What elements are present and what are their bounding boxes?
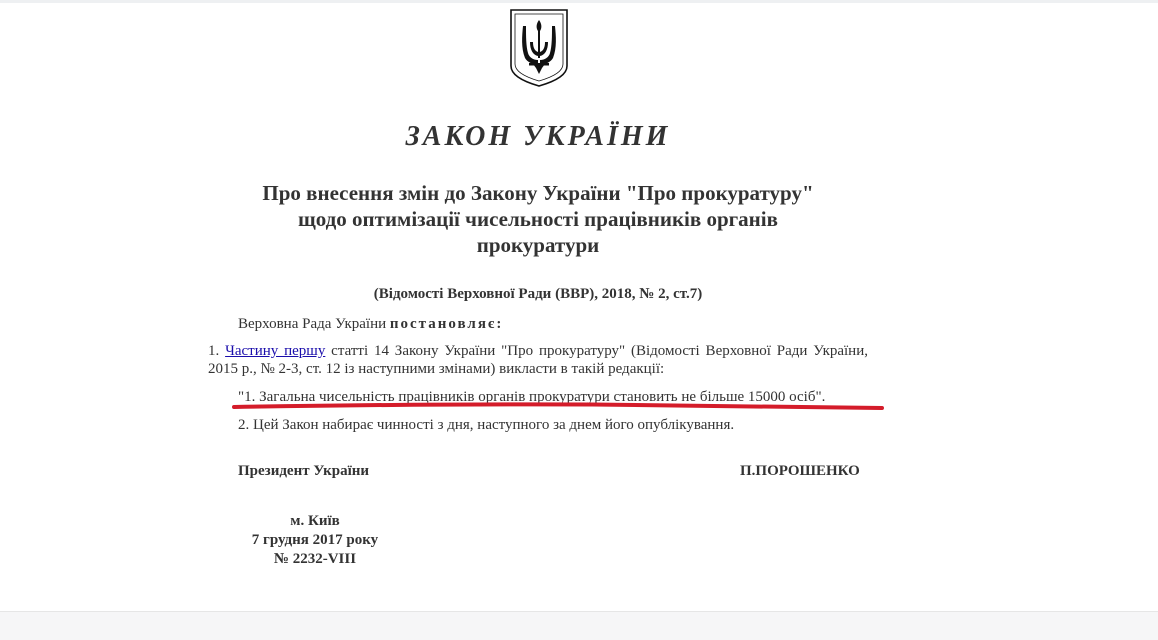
ukraine-trident-emblem-icon xyxy=(509,8,569,88)
item-1-number: 1. xyxy=(208,343,226,359)
decree-paragraph xyxy=(238,315,503,333)
law-number: № 2232-VIII xyxy=(273,551,357,567)
item-1-text: статті 14 Закону України "Про прокуратуру" (Відомості Верховної Ради України, 2015 р., № 2-3, ст. 12 із наступними змінами) викласти в такій редакції: xyxy=(208,343,868,377)
law-subtitle xyxy=(230,180,846,258)
amended-text-quote: "1. Загальна чисельність працівників органів прокуратури становить не більше 15000 осіб". xyxy=(238,389,826,405)
subtitle-line: щодо оптимізації чисельності працівників органів xyxy=(298,207,778,231)
subtitle-line: прокуратури xyxy=(476,233,600,257)
item-1-paragraph xyxy=(208,342,868,378)
part-one-link[interactable]: Частину першу xyxy=(225,343,326,359)
place-date-block xyxy=(230,512,400,569)
gazette-reference: (Відомості Верховної Ради (ВВР), 2018, № 2, ст.7) xyxy=(373,286,703,302)
signing-place: м. Київ xyxy=(290,513,340,529)
top-strip xyxy=(0,0,1158,3)
bottom-strip xyxy=(0,611,1158,640)
item-2-paragraph: 2. Цей Закон набирає чинності з дня, наступного за днем його опублікування. xyxy=(238,417,735,433)
decree-prefix: Верховна Рада України xyxy=(238,316,390,332)
signatory-name: П.ПОРОШЕНКО xyxy=(740,463,860,479)
law-title: ЗАКОН УКРАЇНИ xyxy=(405,121,671,152)
signatory-position: Президент України xyxy=(238,463,370,479)
red-underline-annotation xyxy=(232,401,892,415)
subtitle-line: Про внесення змін до Закону України "Про прокуратуру" xyxy=(262,181,814,205)
decree-verb: постановляє: xyxy=(389,316,504,332)
signing-date: 7 грудня 2017 року xyxy=(251,532,379,548)
